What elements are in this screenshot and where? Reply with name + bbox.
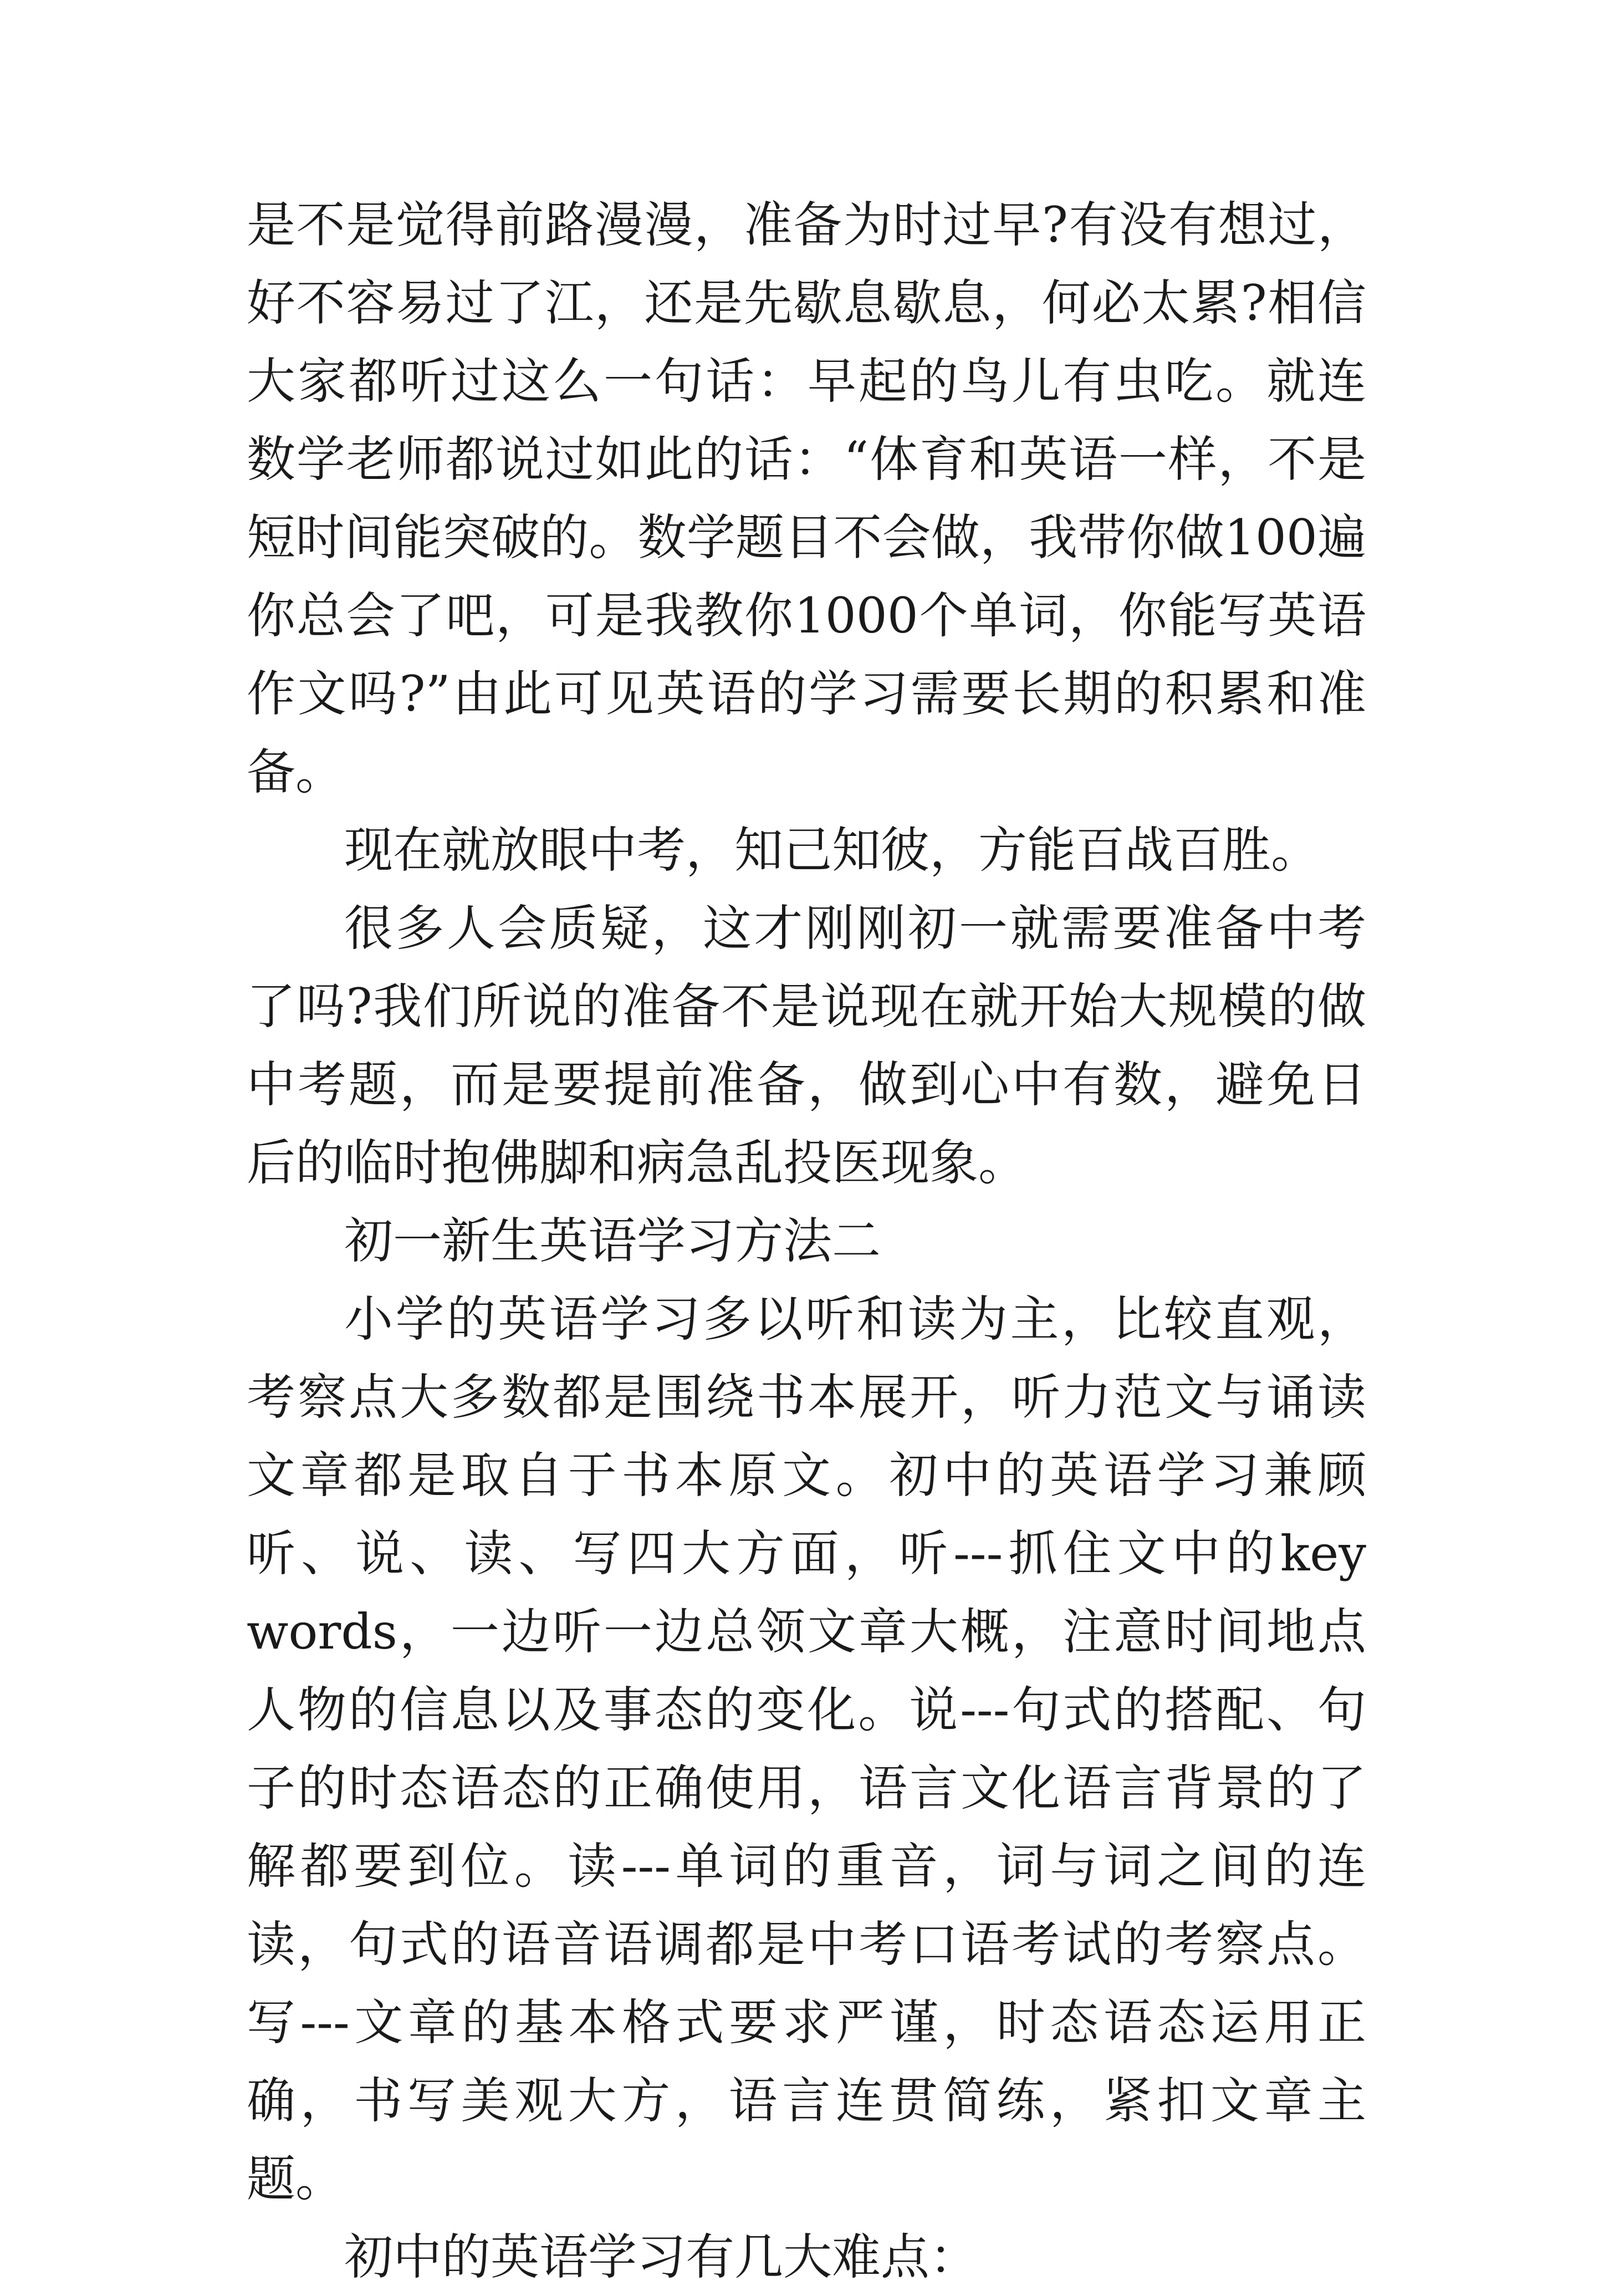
- paragraph-3: 很多人会质疑，这才刚刚初一就需要准备中考了吗?我们所说的准备不是说现在就开始大规模的做中考题，而是要提前准备，做到心中有数，避免日后的临时抱佛脚和病急乱投医现象。: [247, 900, 1366, 1191]
- section-heading: 初一新生英语学习方法二: [344, 1212, 881, 1269]
- paragraph-5: 初中的英语学习有几大难点：: [344, 2228, 979, 2285]
- paragraph-2: 现在就放眼中考，知己知彼，方能百战百胜。: [344, 822, 1320, 879]
- paragraph-1: 是不是觉得前路漫漫，准备为时过早?有没有想过，好不容易过了江，还是先歇息歇息，何必太累?相信大家都听过这么一句话：早起的鸟儿有虫吃。就连数学老师都说过如此的话：“体育和英语一样，不是短时间能突破的。数学题目不会做，我带你做100遍你总会了吧，可是我教你1000个单词，你能写英语作文吗?”由此可见英语的学习需要长期的积累和准备。: [247, 196, 1366, 800]
- paragraph-4: 小学的英语学习多以听和读为主，比较直观，考察点大多数都是围绕书本展开，听力范文与诵读文章都是取自于书本原文。初中的英语学习兼顾听、说、读、写四大方面，听---抓住文中的key words，一边听一边总领文章大概，注意时间地点人物的信息以及事态的变化。说---句式的搭配、句子的时态语态的正确使用，语言文化语言背景的了解都要到位。读---单词的重音，词与词之间的连读，句式的语音语调都是中考口语考试的考察点。写---文章的基本格式要求严谨，时态语态运用正确，书写美观大方，语言连贯简练，紧扣文章主题。: [247, 1290, 1366, 2207]
- body-text: [247, 186, 1366, 2296]
